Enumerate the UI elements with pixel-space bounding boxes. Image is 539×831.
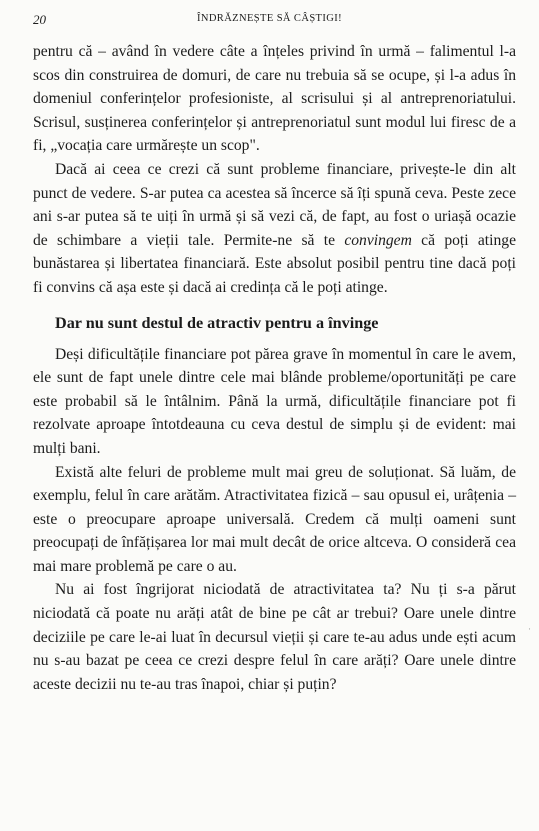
paragraph-financial-problems [33,158,516,300]
paragraph-attractiveness-questions: Nu ai fost îngrijorat niciodată de atractivitatea ta? Nu ți s-a părut niciodată că poate nu arăți atât de bine pe cât ar trebui? Oare unele dintre deciziile pe care le-ai luat în decursul vieții și care te-au adus unde ești acum nu s-au bazat pe ceea ce crezi despre felul în care arăți? Oare unele dintre aceste decizii nu te-au tras înapoi, chiar și puțin? [33,581,516,693]
paragraph-financial-difficulties: Deși dificultățile financiare pot părea grave în momentul în care le avem, ele sunt de fapt unele dintre cele mai blânde probleme/oportunități pe care este probabil să le întâlnim. Până la urmă, dificultățile financiare pot fi rezolvate aproape întotdeauna cu ceva destul de simplu și de evident: mai mulți bani. [33,345,516,457]
running-head [33,12,506,30]
emphasized-word: convingem [344,231,412,249]
page-number: 20 [33,12,46,27]
paragraph-text: Dacă ai ceea ce crezi că sunt probleme financiare, privește-le din alt punct de vedere. S-ar putea ca acestea să încerce să îți spună ceva. Peste zece ani s-ar putea să te uiți în urmă și să vezi că, de fapt, au fost o uriașă ocazie de schimbare a vieții tale. Permite-ne să te [33,160,516,249]
section-heading: Dar nu sunt destul de atractiv pentru a învinge [55,313,379,332]
book-title-header: ÎNDRĂZNEȘTE SĂ CÂȘTIGI! [196,13,343,24]
paragraph-other-problems: Există alte feluri de probleme mult mai greu de soluționat. Să luăm, de exemplu, felul în care arătăm. Atractivitatea fizică – sau opusul ei, urâțenia – este o preocupare aproape universală. Credem că mulți oameni sunt preocupați de înfățișarea lor mai mult decât de orice altceva. O consideră cea mai mare problemă pe care o au. [33,463,516,575]
body-text [33,40,516,696]
paragraph-continued: pentru că – având în vedere câte a înțeles privind în urmă – falimentul l-a scos din construirea de domuri, de care nu trebuia să se ocupe, și l-a adus în domeniul conferințelor profesioniste, al scrisului și al antreprenoriatului. Scrisul, susținerea conferințelor și antreprenoriatul sunt modul lui firesc de a fi, „vocația care urmărește un scop". [33,43,516,155]
scan-speck: · [528,624,531,634]
paragraph-text-continued: că poți atinge bunăstarea și libertatea financiară. Este absolut posibil pentru tine dacă poți fi convins că așa este și dacă ai credința că le poți atinge. [33,231,516,296]
